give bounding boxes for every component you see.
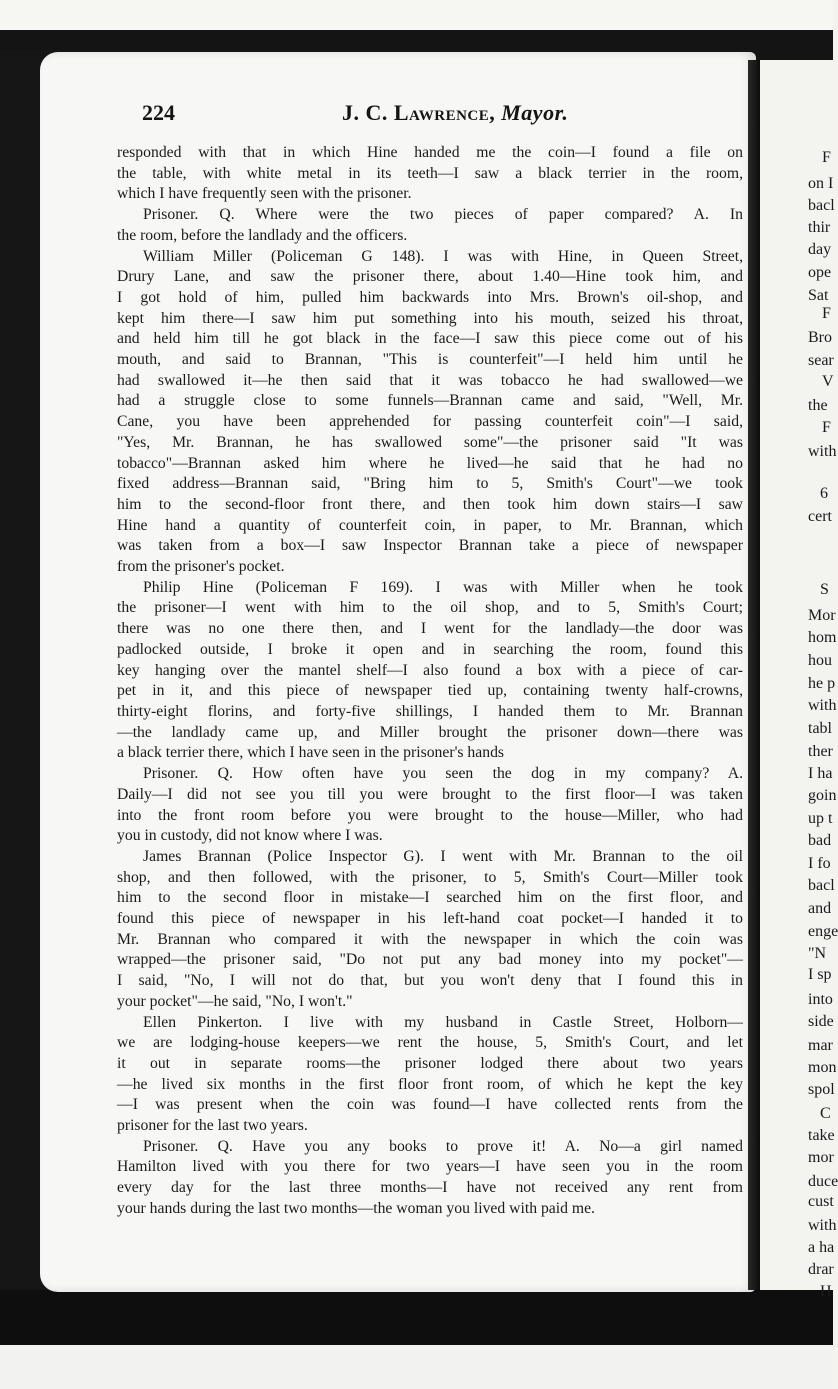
next-page-text-fragment: side: [808, 1013, 834, 1030]
next-page-text-fragment: tabl: [808, 720, 832, 737]
next-page-text-fragment: bacl: [808, 877, 835, 894]
next-page-text-fragment: with: [808, 1217, 837, 1234]
next-page-text-fragment: on I: [808, 175, 834, 192]
next-page-text-fragment: with: [808, 697, 837, 714]
text-line: found this piece of newspaper in his left-hand coat pocket—I handed it to: [117, 910, 743, 928]
text-line: responded with that in which Hine handed me the coin—I found a file on: [117, 144, 743, 161]
text-line: Philip Hine (Policeman F 169). I was with Miller when he took: [143, 578, 743, 596]
next-page-text-fragment: I fo: [808, 855, 831, 872]
text-line: kept him there—I saw him put something into his mouth, seized his throat,: [117, 309, 743, 327]
next-page-text-fragment: duce: [808, 1173, 838, 1190]
text-line: your pocket"—he said, "No, I won't.": [117, 992, 353, 1010]
next-page-text-fragment: cust: [808, 1193, 834, 1210]
text-line: which I have frequently seen with the prisoner.: [117, 185, 412, 203]
text-line: thirty-eight florins, and forty-five shillings, I handed them to Mr. Brannan: [117, 702, 743, 720]
body-text: [117, 143, 743, 1220]
next-page-text-fragment: "N: [808, 945, 827, 962]
text-line: from the prisoner's pocket.: [117, 558, 285, 576]
text-line: —he lived six months in the first floor front room, of which he kept the key: [117, 1075, 743, 1093]
text-line: him to the second floor in mistake—I searched him on the first floor, and: [117, 889, 743, 907]
text-line: Prisoner. Q. Have you any books to prove it! A. No—a girl named: [143, 1137, 743, 1155]
next-page-text-fragment: enge: [808, 923, 838, 940]
text-line: James Brannan (Police Inspector G). I went with Mr. Brannan to the oil: [143, 847, 743, 865]
running-head-name: J. C. Lawrence,: [342, 100, 496, 125]
text-line: Hine hand a quantity of counterfeit coin, in paper, to Mr. Brannan, which: [117, 516, 743, 534]
next-page-text-fragment: Mor: [808, 607, 836, 624]
text-line: the room, before the landlady and the officers.: [117, 226, 408, 244]
text-line: every day for the last three months—I have not received any rent from: [117, 1179, 743, 1197]
next-page-text-fragment: goin: [808, 787, 837, 804]
page-header: [142, 100, 722, 130]
text-line: shop, and then followed, with the prisoner, to 5, Smith's Court—Miller took: [117, 868, 743, 886]
next-page-text-fragment: a ha: [808, 1239, 835, 1256]
page-gutter-shadow: [748, 60, 760, 1290]
running-head-title: Mayor.: [501, 100, 569, 125]
text-line: Prisoner. Q. How often have you seen the dog in my company? A.: [143, 765, 743, 783]
text-line: pet in it, and this piece of newspaper tied up, containing twenty half-crowns,: [117, 682, 743, 700]
text-line: Mr. Brannan who compared it with the newspaper in which the coin was: [117, 930, 743, 948]
text-line: Daily—I did not see you till you were brought to the first floor—I was taken: [117, 785, 743, 803]
next-page-text-fragment: Bro: [808, 329, 832, 346]
text-line: the table, with white metal in its teeth—I saw a black terrier in the room,: [117, 164, 743, 182]
text-line: William Miller (Policeman G 148). I was with Hine, in Queen Street,: [143, 247, 743, 265]
text-line: "Yes, Mr. Brannan, he has swallowed some"—the prisoner said "It was: [117, 433, 743, 451]
text-line: —I was present when the coin was found—I have collected rents from the: [117, 1096, 743, 1114]
text-line: was taken from a box—I saw Inspector Brannan take a piece of newspaper: [117, 537, 743, 555]
next-page-text-fragment: thir: [808, 219, 831, 236]
text-line: —the landlady came up, and Miller brought the prisoner down—there was: [117, 723, 743, 741]
next-page-text-fragment: bacl: [808, 197, 835, 214]
next-page-text-fragment: ope: [808, 264, 832, 281]
next-page-text-fragment: mar: [808, 1037, 833, 1054]
running-head: [342, 100, 568, 126]
next-page-text-fragment: H: [820, 1283, 832, 1300]
next-page-text-fragment: I sp: [808, 966, 832, 983]
next-page-text-fragment: sear: [808, 352, 834, 369]
text-line: Prisoner. Q. Where were the two pieces of paper compared? A. In: [143, 206, 743, 224]
text-line: Drury Lane, and saw the prisoner there, about 1.40—Hine took him, and: [117, 268, 743, 286]
next-page-text-fragment: F: [822, 305, 831, 322]
next-page-text-fragment: into: [808, 991, 833, 1008]
text-line: we are lodging-house keepers—we rent the house, 5, Smith's Court, and let: [117, 1034, 743, 1052]
next-page-text-fragment: bad: [808, 832, 832, 849]
next-page-text-fragment: cert: [808, 508, 832, 525]
page-number: 224: [142, 100, 175, 125]
text-line: padlocked outside, I broke it open and in searching the room, found this: [117, 640, 743, 658]
next-page-text-fragment: F: [822, 419, 831, 436]
next-page-text-fragment: the: [808, 397, 828, 414]
next-page-text-fragment: day: [808, 241, 832, 258]
text-line: tobacco"—Brannan asked him where he lived—he said that he had no: [117, 454, 743, 472]
text-line: had swallowed it—he then said that it was tobacco he had swallowed—we: [117, 371, 743, 389]
text-line: the prisoner—I went with him to the oil shop, and to 5, Smith's Court;: [117, 599, 743, 617]
text-line: into the front room before you were brought to the house—Miller, who had: [117, 806, 743, 824]
next-page-text-fragment: spol: [808, 1081, 835, 1098]
next-page-text-fragment: 6: [820, 485, 828, 502]
text-line: and held him till he got black in the face—I saw this piece come out of his: [117, 330, 743, 348]
text-line: your hands during the last two months—the woman you lived with paid me.: [117, 1199, 595, 1217]
text-line: key hanging over the mantel shelf—I also found a box with a piece of car-: [117, 661, 743, 679]
text-line: Hamilton lived with you there for two years—I have seen you in the room: [117, 1158, 743, 1176]
text-line: I got hold of him, pulled him backwards into Mrs. Brown's oil-shop, and: [117, 288, 743, 306]
next-page-text-fragment: C: [820, 1105, 831, 1122]
next-page-text-fragment: and: [808, 900, 832, 917]
text-line: you in custody, did not know where I was.: [117, 827, 383, 845]
next-page-text-fragment: he p: [808, 675, 836, 692]
text-line: him to the second-floor front there, and then took him down stairs—I saw: [117, 495, 743, 513]
text-line: it out in separate rooms—the prisoner lodged there about two years: [117, 1054, 743, 1072]
next-page-text-fragment: take: [808, 1127, 835, 1144]
next-page-text-fragment: with: [808, 443, 837, 460]
next-page-fragment: [760, 60, 838, 1300]
next-page-text-fragment: hou: [808, 652, 832, 669]
text-line: a black terrier there, which I have seen in the prisoner's hands: [117, 744, 505, 762]
text-line: there was no one there then, and I went for the landlady—the door was: [117, 620, 743, 638]
next-page-text-fragment: V: [822, 373, 834, 390]
text-line: had a struggle close to some funnels—Brannan came and said, "Well, Mr.: [117, 392, 743, 410]
text-line: I said, "No, I will not do that, but you won't deny that I found this in: [117, 972, 743, 990]
next-page-text-fragment: hom: [808, 629, 837, 646]
next-page-text-fragment: up t: [808, 810, 833, 827]
text-line: mouth, and said to Brannan, "This is counterfeit"—I held him until he: [117, 351, 743, 369]
text-line: wrapped—the prisoner said, "Do not put any bad money into my pocket"—: [117, 951, 743, 969]
next-page-text-fragment: mor: [808, 1149, 834, 1166]
text-line: Cane, you have been apprehended for passing counterfeit coin"—I said,: [117, 413, 743, 431]
next-page-text-fragment: drar: [808, 1261, 834, 1278]
next-page-text-fragment: Sat: [808, 287, 829, 304]
next-page-text-fragment: F: [822, 149, 831, 166]
scan-background-bottom: [0, 1345, 833, 1389]
text-line: Ellen Pinkerton. I live with my husband in Castle Street, Holborn—: [143, 1013, 743, 1031]
text-line: prisoner for the last two years.: [117, 1117, 308, 1135]
next-page-text-fragment: mon: [808, 1059, 837, 1076]
next-page-text-fragment: I ha: [808, 765, 833, 782]
text-line: fixed address—Brannan said, "Bring him to 5, Smith's Court"—we took: [117, 475, 743, 493]
next-page-text-fragment: ther: [808, 743, 833, 760]
next-page-text-fragment: S: [820, 581, 829, 598]
